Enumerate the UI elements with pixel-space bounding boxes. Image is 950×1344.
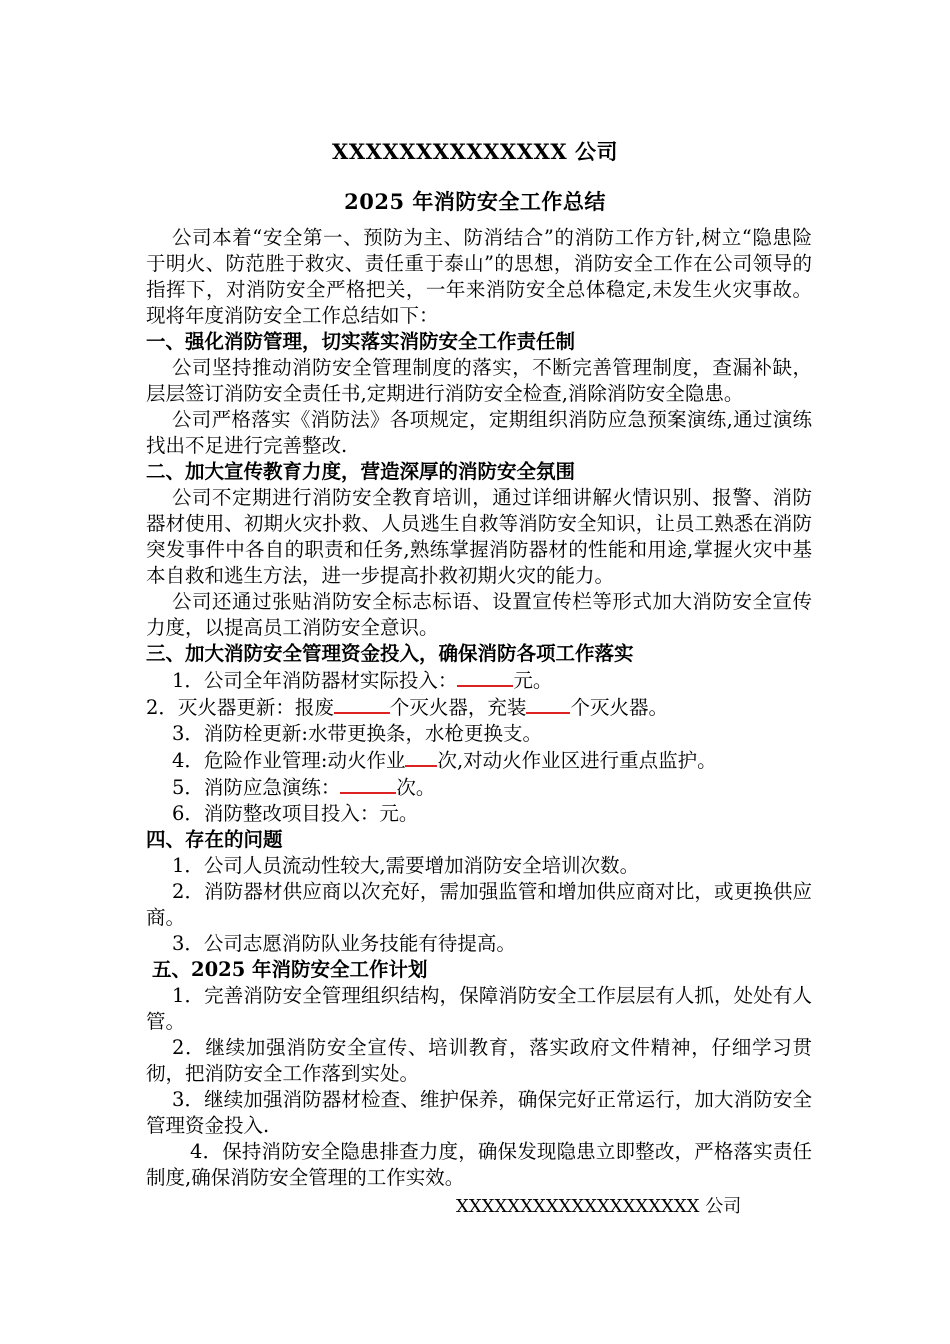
section-3-item-3: 3．消防栓更新:水带更换条，水枪更换支。	[172, 722, 542, 745]
fill-in-blank	[457, 667, 513, 687]
section-5-item-4: 4．保持消防安全隐患排查力度，确保发现隐患立即整改，严格落实责任制度,确保消防安全管理的工作实效。	[146, 1140, 812, 1189]
section-4-heading: 四、存在的问题	[146, 828, 283, 851]
section-2-heading: 二、加大宣传教育力度，营造深厚的消防安全氛围	[146, 460, 576, 483]
section-1-heading: 一、强化消防管理，切实落实消防安全工作责任制	[146, 330, 576, 353]
fill-in-blank	[405, 747, 437, 767]
item-5-text-a: 5．消防应急演练：	[172, 776, 341, 799]
section-2-paragraph-1: 公司不定期进行消防安全教育培训，通过详细讲解火情识别、报警、消防器材使用、初期火灾扑救、人员逃生自救等消防安全知识，让员工熟悉在消防突发事件中各自的职责和任务,熟练掌握消防器材的性能和用途,掌握火灾中基本自救和逃生方法，进一步提高扑救初期火灾的能力。	[146, 486, 812, 587]
fill-in-blank	[526, 694, 570, 714]
item-2-text-a: 2．灭火器更新：报废	[146, 696, 334, 719]
fill-in-blank	[340, 774, 396, 794]
section-5-item-2: 2．继续加强消防安全宣传、培训教育，落实政府文件精神，仔细学习贯彻，把消防安全工作落到实处。	[146, 1036, 812, 1085]
section-3-heading: 三、加大消防安全管理资金投入，确保消防各项工作落实	[146, 642, 634, 665]
section-3-item-1	[146, 667, 812, 694]
item-1-text-b: 元。	[513, 669, 553, 692]
section-5-heading: 五、2025 年消防安全工作计划	[152, 958, 428, 981]
signature-company: XXXXXXXXXXXXXXXXXXX 公司	[456, 1196, 742, 1217]
item-1-text-a: 1．公司全年消防器材实际投入：	[172, 669, 458, 692]
intro-paragraph: 公司本着“安全第一、预防为主、防消结合”的消防工作方针,树立“隐患险于明火、防范胜于救灾、责任重于泰山”的思想，消防安全工作在公司领导的指挥下，对消防安全严格把关，一年来消防安全总体稳定,未发生火灾事故。现将年度消防安全工作总结如下：	[146, 226, 812, 327]
section-3-item-4	[146, 747, 812, 774]
item-2-text-c: 个灭火器。	[570, 696, 668, 719]
section-1-paragraph-1: 公司坚持推动消防安全管理制度的落实，不断完善管理制度，查漏补缺，层层签订消防安全责任书,定期进行消防安全检查,消除消防安全隐患。	[146, 356, 812, 405]
section-3-item-2	[146, 694, 812, 721]
section-2-paragraph-2: 公司还通过张贴消防安全标志标语、设置宣传栏等形式加大消防安全宣传力度，以提高员工消防安全意识。	[146, 590, 812, 639]
section-5-item-3: 3．继续加强消防器材检查、维护保养，确保完好正常运行，加大消防安全管理资金投入.	[146, 1088, 812, 1137]
item-5-text-b: 次。	[396, 776, 436, 799]
section-4-item-1: 1．公司人员流动性较大,需要增加消防安全培训次数。	[172, 854, 640, 877]
section-5-item-1: 1．完善消防安全管理组织结构，保障消防安全工作层层有人抓，处处有人管。	[146, 984, 812, 1033]
section-4-item-3: 3．公司志愿消防队业务技能有待提高。	[172, 932, 516, 955]
company-title: XXXXXXXXXXXXXX 公司	[332, 139, 618, 164]
fill-in-blank	[334, 694, 390, 714]
document-title: 2025 年消防安全工作总结	[344, 189, 606, 214]
item-4-text-a: 4．危险作业管理:动火作业	[172, 749, 406, 772]
section-1-paragraph-2: 公司严格落实《消防法》各项规定，定期组织消防应急预案演练,通过演练找出不足进行完善整改.	[146, 408, 812, 457]
section-4-item-2: 2．消防器材供应商以次充好，需加强监管和增加供应商对比，或更换供应商。	[146, 880, 812, 929]
section-3-item-5	[146, 774, 812, 801]
item-4-text-b: 次,对动火作业区进行重点监护。	[437, 749, 717, 772]
document-body	[146, 225, 812, 1191]
item-2-text-b: 个灭火器，充装	[389, 696, 527, 719]
section-3-item-6: 6．消防整改项目投入：元。	[172, 802, 419, 825]
